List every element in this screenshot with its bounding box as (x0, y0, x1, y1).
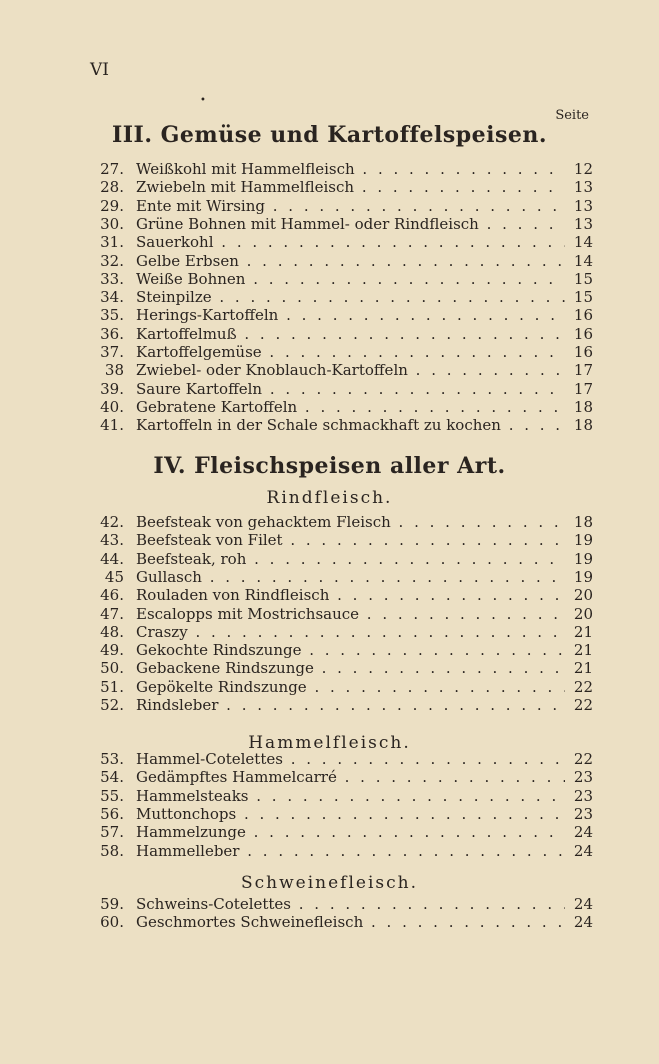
entry-page: 17 (573, 361, 593, 380)
section-heading: IV. Fleischspeisen aller Art. (153, 453, 506, 479)
entry-page: 24 (573, 895, 593, 913)
toc-entry (96, 197, 593, 215)
subsection-heading: Hammelfleisch. (248, 733, 411, 753)
entry-number: 58. (100, 841, 124, 860)
entry-title: Hammel-Cotelettes . . . (136, 750, 565, 768)
entry-title: Rouladen von Rindfleisch . . . (136, 586, 565, 604)
entry-title: Gekochte Rindszunge . . . (136, 641, 565, 659)
entry-number: 39. (100, 379, 124, 398)
entry-page: 21 (573, 659, 593, 678)
entry-title: Weiße Bohnen . . . (136, 270, 565, 288)
entry-page: 21 (573, 641, 593, 660)
entry-number: 37. (100, 343, 124, 361)
entry-number: 34. (100, 288, 124, 307)
entry-page: 18 (573, 513, 593, 531)
entry-title: Gebackene Rindszunge . . . (136, 659, 565, 677)
entry-number: 49. (100, 641, 124, 660)
entry-page: 16 (573, 324, 593, 343)
entry-number: 30. (100, 214, 124, 233)
section-heading: III. Gemüse und Kartoffelspeisen. (111, 122, 548, 148)
entry-number: 29. (100, 196, 124, 215)
entry-title: Hammelsteaks . . . (136, 787, 565, 805)
entry-title: Hammelzunge . . . (136, 823, 565, 841)
entry-title: Gedämpftes Hammelcarré . . . (136, 768, 565, 786)
entry-number: 42. (100, 513, 124, 531)
entry-number: 52. (100, 696, 124, 714)
entry-number: 33. (100, 269, 124, 288)
entry-title: Zwiebel- oder Knoblauch-Kartoffeln . . . (136, 361, 565, 379)
entry-page: 22 (573, 696, 593, 714)
toc-entry (96, 398, 593, 416)
entry-title: Zwiebeln mit Hammelfleisch . . . (136, 178, 565, 196)
entry-number: 35. (100, 306, 124, 325)
entry-page: 16 (573, 306, 593, 325)
toc-entry (96, 823, 593, 841)
entry-page: 23 (573, 768, 593, 787)
entry-title: Saure Kartoffeln . . . (136, 380, 565, 398)
entry-page: 20 (573, 604, 593, 623)
entry-page: 21 (573, 622, 593, 641)
column-header-seite: Seite (555, 108, 589, 123)
toc-entry (96, 361, 593, 379)
entry-page: 15 (573, 269, 593, 288)
entry-page: 23 (573, 786, 593, 805)
entry-title: Craszy . . . (136, 623, 565, 641)
entry-title: Kartoffeln in der Schale schmackhaft zu kochen . . . (136, 416, 565, 434)
toc-entry (96, 215, 593, 233)
toc-entry (96, 805, 593, 823)
entry-page: 14 (573, 233, 593, 252)
toc-entry (96, 696, 593, 714)
entry-number: 43. (100, 531, 124, 550)
entry-title: Gelbe Erbsen . . . (136, 252, 565, 270)
entry-page: 19 (573, 549, 593, 568)
entry-page: 13 (573, 178, 593, 197)
toc-entry (96, 325, 593, 343)
entry-page: 24 (573, 913, 593, 932)
entry-page: 13 (573, 214, 593, 233)
toc-entry (96, 768, 593, 786)
toc-entry (96, 659, 593, 677)
toc-entry (96, 513, 593, 531)
entry-number: 56. (100, 804, 124, 823)
entry-page: 19 (573, 531, 593, 550)
entry-number: 46. (100, 586, 124, 605)
entry-number: 53. (100, 750, 124, 768)
entry-number: 31. (100, 233, 124, 252)
toc-entry (96, 750, 593, 768)
entry-title: Gepökelte Rindszunge . . . (136, 678, 565, 696)
entry-number: 44. (100, 549, 124, 568)
toc-entry (96, 380, 593, 398)
entry-title: Gullasch . . . (136, 568, 565, 586)
entry-number: 40. (100, 397, 124, 416)
toc-entry (96, 550, 593, 568)
print-mark: • (200, 95, 206, 106)
entry-title: Geschmortes Schweinefleisch . . . (136, 913, 565, 931)
toc-entry (96, 787, 593, 805)
entry-title: Beefsteak von Filet . . . (136, 531, 565, 549)
entry-number: 38 (104, 361, 124, 380)
entry-number: 54. (100, 768, 124, 787)
toc-entry (96, 416, 593, 434)
entry-page: 15 (573, 288, 593, 307)
toc-entry (96, 678, 593, 696)
toc-entry (96, 288, 593, 306)
entry-page: 24 (573, 823, 593, 842)
entry-title: Muttonchops . . . (136, 805, 565, 823)
entry-title: Rindsleber . . . (136, 696, 565, 714)
toc-entry (96, 913, 593, 931)
entry-number: 45 (104, 567, 124, 586)
entry-title: Sauerkohl . . . (136, 233, 565, 251)
entry-number: 51. (100, 677, 124, 696)
toc-entry (96, 605, 593, 623)
entry-title: Steinpilze . . . (136, 288, 565, 306)
entry-title: Hammelleber . . . (136, 842, 565, 860)
entry-number: 41. (100, 416, 124, 435)
toc-entry (96, 178, 593, 196)
entry-number: 36. (100, 324, 124, 343)
entry-number: 47. (100, 604, 124, 623)
entry-number: 48. (100, 622, 124, 641)
toc-entry (96, 842, 593, 860)
entry-number: 32. (100, 251, 124, 270)
toc-entry (96, 895, 593, 913)
toc-entry (96, 252, 593, 270)
entry-title: Schweins-Cotelettes . . . (136, 895, 565, 913)
toc-entry (96, 641, 593, 659)
entry-page: 18 (573, 416, 593, 435)
entry-number: 50. (100, 659, 124, 678)
toc-entry (96, 586, 593, 604)
subsection-heading: Rindfleisch. (266, 488, 393, 508)
entry-title: Escalopps mit Mostrichsauce . . . (136, 605, 565, 623)
entry-number: 60. (100, 913, 124, 932)
toc-entry (96, 160, 593, 178)
entry-page: 22 (573, 677, 593, 696)
entry-title: Gebratene Kartoffeln . . . (136, 398, 565, 416)
toc-entry (96, 531, 593, 549)
toc-entry (96, 343, 593, 361)
page-number: VI (90, 60, 109, 80)
entry-page: 16 (573, 343, 593, 361)
entry-title: Herings-Kartoffeln . . . (136, 306, 565, 324)
subsection-heading: Schweinefleisch. (241, 873, 418, 893)
entry-number: 27. (100, 160, 124, 178)
entry-title: Kartoffelmuß . . . (136, 325, 565, 343)
entry-page: 17 (573, 379, 593, 398)
entry-title: Weißkohl mit Hammelfleisch . . . (136, 160, 565, 178)
entry-title: Beefsteak von gehacktem Fleisch . . . (136, 513, 565, 531)
entry-page: 12 (573, 160, 593, 178)
entry-page: 23 (573, 804, 593, 823)
toc-entry (96, 233, 593, 251)
entry-number: 57. (100, 823, 124, 842)
entry-page: 22 (573, 750, 593, 768)
entry-page: 24 (573, 841, 593, 860)
entry-title: Ente mit Wirsing . . . (136, 197, 565, 215)
toc-entry (96, 270, 593, 288)
toc-entry (96, 623, 593, 641)
entry-page: 13 (573, 196, 593, 215)
entry-number: 55. (100, 786, 124, 805)
entry-page: 20 (573, 586, 593, 605)
entry-number: 59. (100, 895, 124, 913)
entry-page: 19 (573, 567, 593, 586)
entry-number: 28. (100, 178, 124, 197)
entry-page: 14 (573, 251, 593, 270)
entry-title: Beefsteak, roh . . . (136, 550, 565, 568)
toc-entry (96, 568, 593, 586)
entry-title: Grüne Bohnen mit Hammel- oder Rindfleisch . . . (136, 215, 565, 233)
toc-entry (96, 306, 593, 324)
entry-page: 18 (573, 397, 593, 416)
entry-title: Kartoffelgemüse . . . (136, 343, 565, 361)
